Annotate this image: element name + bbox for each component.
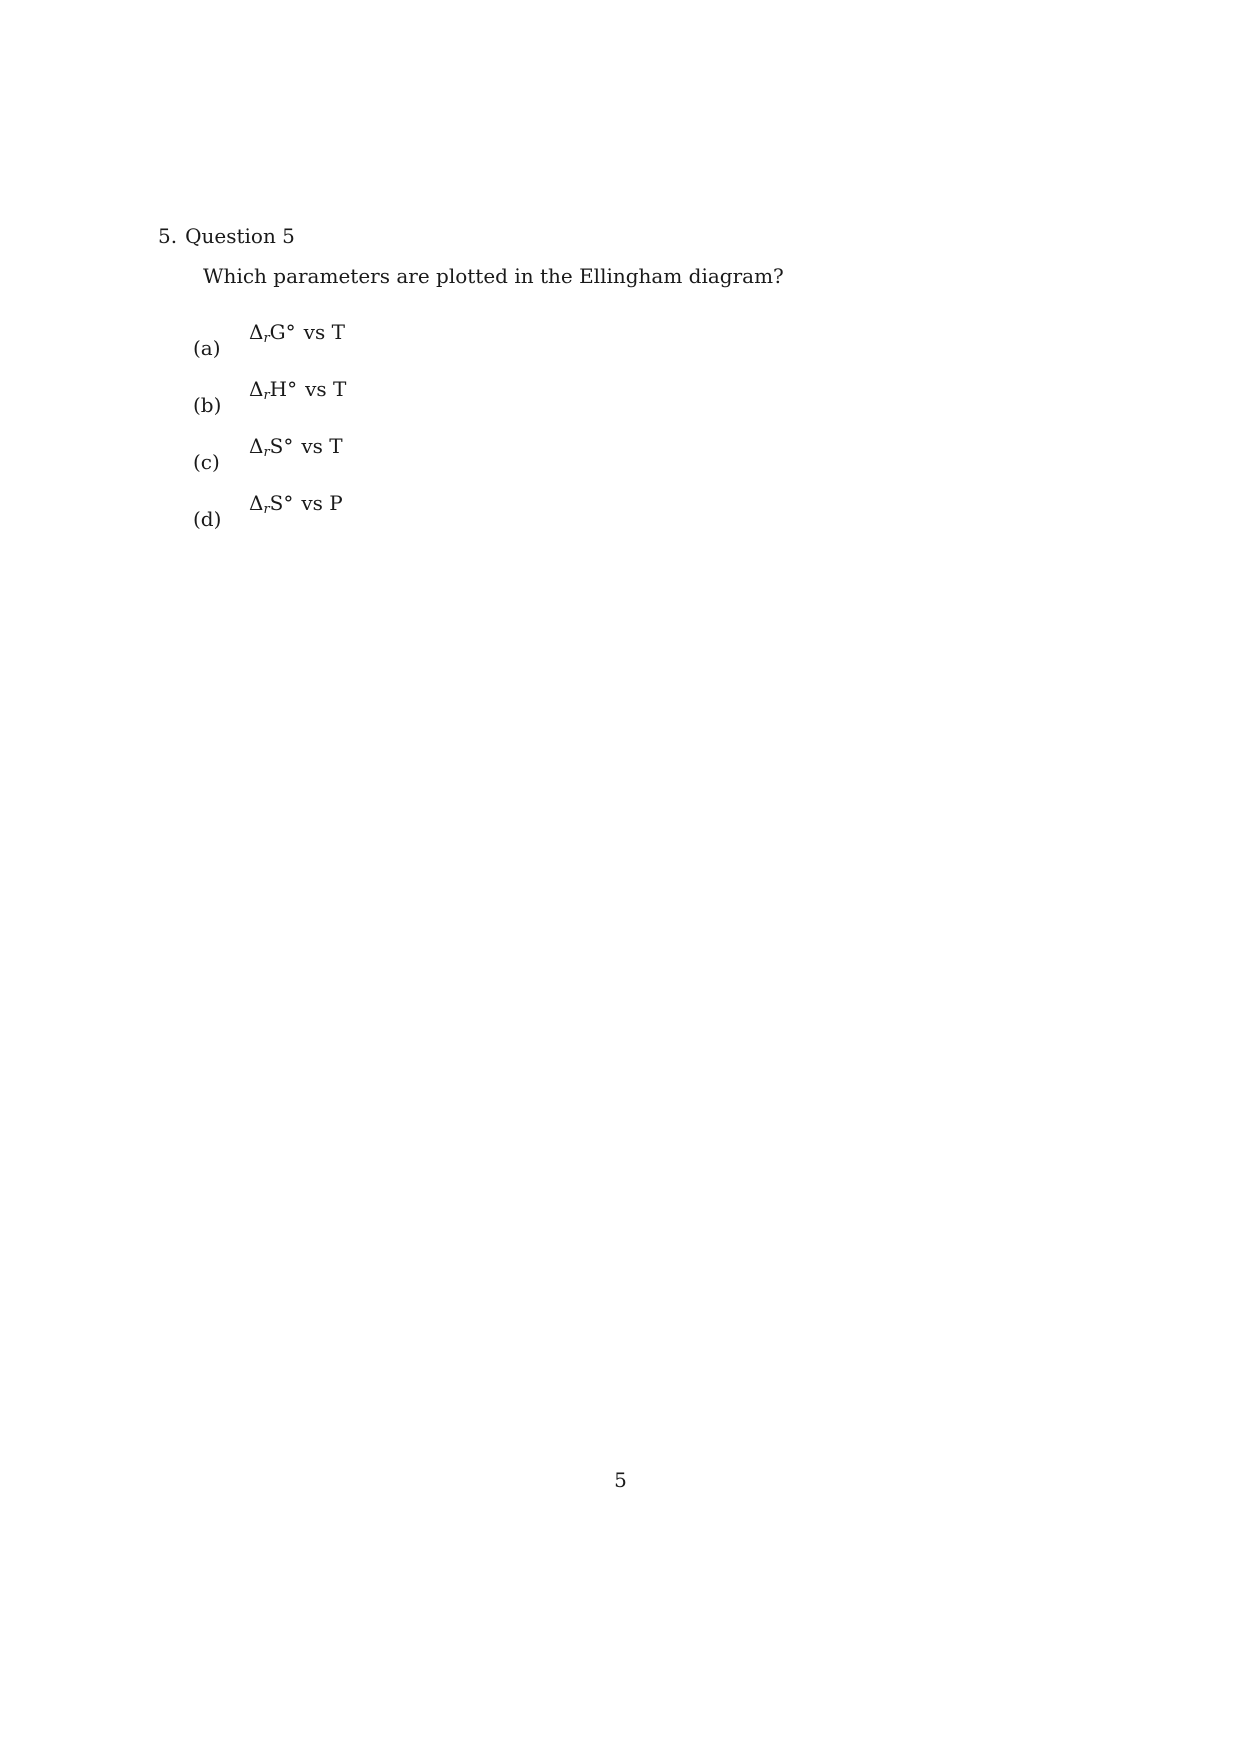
option-d[interactable]: [0, 489, 1241, 539]
option-text: [249, 375, 346, 403]
delta-symbol: Δ: [249, 377, 264, 401]
delta-symbol: Δ: [249, 491, 264, 515]
option-c[interactable]: [0, 432, 1241, 482]
option-b[interactable]: [0, 375, 1241, 425]
quantity: S°: [269, 434, 294, 458]
option-letter: (d): [193, 507, 222, 531]
subscript: r: [263, 502, 270, 517]
quantity: H°: [269, 377, 298, 401]
option-text: [249, 432, 343, 460]
question-text: Which parameters are plotted in the Ellingham diagram?: [203, 264, 784, 288]
question-number: 5.: [158, 224, 178, 248]
delta-symbol: Δ: [249, 434, 264, 458]
versus-label: vs P: [301, 491, 343, 515]
option-text: [249, 489, 343, 517]
delta-symbol: Δ: [249, 320, 264, 344]
subscript: r: [263, 445, 270, 460]
versus-label: vs T: [301, 434, 343, 458]
versus-label: vs T: [303, 320, 345, 344]
page-number: 5: [614, 1468, 627, 1492]
option-text: [249, 318, 345, 346]
option-letter: (c): [193, 450, 220, 474]
question-heading: [158, 222, 295, 250]
option-a[interactable]: [0, 318, 1241, 368]
quantity: S°: [269, 491, 294, 515]
quantity: G°: [269, 320, 296, 344]
versus-label: vs T: [305, 377, 347, 401]
question-title: Question 5: [185, 224, 295, 248]
subscript: r: [263, 388, 270, 403]
option-letter: (a): [193, 336, 221, 360]
option-letter: (b): [193, 393, 222, 417]
subscript: r: [263, 331, 270, 346]
